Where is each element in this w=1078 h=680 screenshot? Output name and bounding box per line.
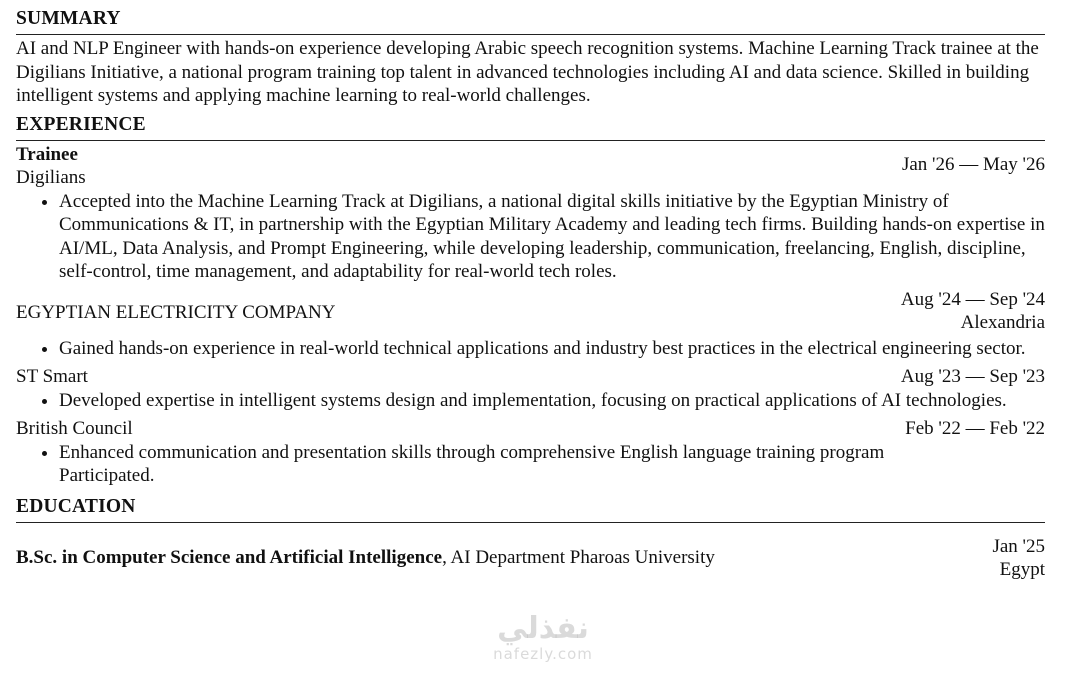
- education-date: Jan '25: [992, 535, 1045, 557]
- education-heading: EDUCATION: [16, 494, 1045, 523]
- experience-heading: EXPERIENCE: [16, 112, 1045, 141]
- role-organization: ST Smart: [16, 366, 88, 387]
- role-dates: Jan '26 — May '26: [901, 153, 1045, 175]
- experience-entry-digilians: [16, 143, 1045, 284]
- role-dates: Aug '24 — Sep '24: [900, 288, 1045, 310]
- resume-page: [16, 6, 1045, 583]
- summary-text: AI and NLP Engineer with hands-on experience developing Arabic speech recognition systems. Machine Learning Track trainee at the Digilians Initiative, a national program training top talent in advanced technologies including AI and data science. Skilled in building intelligent systems and applying machine learning to real-world challenges.: [16, 38, 1039, 106]
- watermark-arabic: نفذلي: [497, 611, 589, 646]
- bullet-list: [16, 190, 1045, 284]
- bullet-item: • Gained hands-on experience in real-world technical applications and industry best practices in the electrical engineering sector.: [59, 337, 1045, 361]
- bullet-list: [16, 441, 1045, 488]
- bullet-item: • Accepted into the Machine Learning Track at Digilians, a national digital skills initiative by the Egyptian Ministry of Communications & IT, in partnership with the Egyptian Military Academy and leading tech firms. Building hands-on expertise in AI/ML, Data Analysis, and Prompt Engineering, while developing leadership, communication, freelancing, English, discipline, self-control, time management, and adaptability for real-world tech roles.: [59, 190, 1045, 284]
- role-dates: Feb '22 — Feb '22: [905, 418, 1045, 439]
- bullet-item: • Enhanced communication and presentation skills through comprehensive English language training program Participated.: [59, 441, 975, 488]
- watermark-logo: [478, 612, 608, 662]
- bullet-item: • Developed expertise in intelligent systems design and implementation, focusing on practical applications of AI technologies.: [59, 389, 1045, 413]
- education-location: Egypt: [999, 558, 1045, 580]
- role-organization: British Council: [16, 418, 133, 439]
- summary-heading: SUMMARY: [16, 6, 1045, 35]
- bullet-list: [16, 389, 1045, 413]
- role-location: Alexandria: [960, 311, 1045, 333]
- bullet-list: [16, 337, 1045, 361]
- education-detail: , AI Department Pharoas University: [442, 546, 715, 568]
- experience-entry-british-council: [16, 417, 1045, 488]
- role-title: Trainee: [16, 143, 78, 165]
- experience-entry-st-smart: [16, 365, 1045, 412]
- role-organization: EGYPTIAN ELECTRICITY COMPANY: [16, 301, 336, 323]
- education-line: [16, 535, 1045, 570]
- degree-title: B.Sc. in Computer Science and Artificial Intelligence: [16, 546, 443, 568]
- watermark-latin: nafezly.com: [493, 645, 593, 663]
- education-entry: [16, 535, 1045, 583]
- role-organization: Digilians: [16, 167, 86, 188]
- experience-entry-eec: [16, 289, 1045, 337]
- role-dates: Aug '23 — Sep '23: [900, 366, 1045, 387]
